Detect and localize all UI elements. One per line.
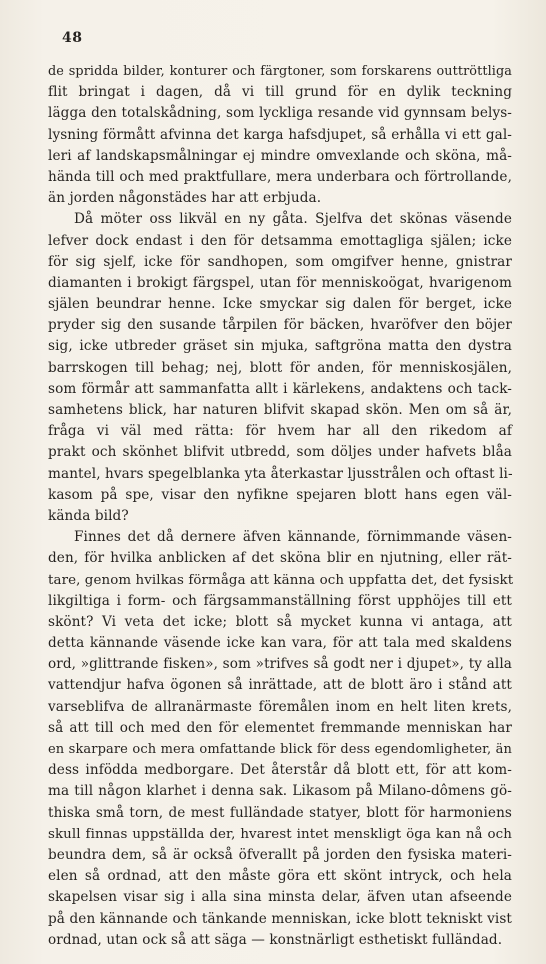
text-line: pryder sig den susande tårpilen för bäcken, hvaröfver den böjer [48, 317, 512, 334]
text-line: skull finnas uppställda der, hvarest intet menskligt öga kan nå och [48, 826, 512, 842]
text-line: likgiltiga i form- och färgsammanställning först upphöjes till ett [48, 592, 512, 609]
text-line: flit bringat i dagen, då vi till grund för en dylik teckning [48, 84, 512, 101]
body-text [48, 61, 512, 951]
text-line: ordnad, utan ock så att säga — konstnärligt esthetiskt fulländad. [48, 931, 503, 948]
text-line: kända bild? [48, 507, 129, 524]
text-line: Finnes det då dernere äfven kännande, förnimmande väsen- [74, 529, 512, 546]
text-line: beundra dem, så är också öfverallt på jorden den fysiska materi- [48, 846, 512, 863]
text-line: varseblifva de allranärmaste föremålen inom en helt liten krets, [48, 698, 512, 715]
text-line: sig, icke utbreder gräset sin mjuka, saftgröna matta den dystra [48, 338, 512, 355]
text-line: den, för hvilka anblicken af det sköna blir en njutning, eller rät- [48, 550, 512, 567]
text-line: detta kännande väsende icke kan vara, för att tala med skaldens [48, 635, 512, 652]
text-line: än jorden någonstädes har att erbjuda. [48, 190, 322, 207]
text-line: diamanten i brokigt färgspel, utan för menniskoögat, hvarigenom [48, 274, 512, 291]
text-line: dess infödda medborgare. Det återstår då blott ett, för att kom- [48, 762, 512, 779]
text-line: lägga den totalskådning, som lyckliga resande vid gynnsam belys- [48, 105, 512, 122]
text-line: hända till och med praktfullare, mera underbara och förtrollande, [48, 168, 512, 185]
text-line: som förmår att sammanfatta allt i kärlekens, andaktens och tack- [48, 380, 512, 397]
page-number: 48 [62, 30, 83, 46]
text-line: mantel, hvars spegelblanka yta återkastar ljusstrålen och oftast li- [48, 465, 513, 482]
text-line: skapelsen visar sig i alla sina minsta delar, äfven utan afseende [48, 889, 512, 906]
text-line: de spridda bilder, konturer och färgtoner, som forskarens outtröttliga [48, 64, 512, 79]
text-line: själen beundrar henne. Icke smyckar sig dalen för berget, icke [48, 296, 512, 313]
text-line: tare, genom hvilkas förmåga att känna och uppfatta det, det fysiskt [48, 572, 514, 588]
text-line: på den kännande och tänkande menniskan, icke blott tekniskt vist [48, 910, 512, 927]
text-line: en skarpare och mera omfattande blick för dess egendomligheter, än [48, 742, 512, 757]
text-line: elen så ordnad, att den måste göra ett skönt intryck, och hela [48, 868, 512, 885]
text-line: ord, »glittrande fisken», som »trifves så godt ner i djupet», ty alla [48, 656, 512, 673]
text-line: vattendjur hafva ögonen så inrättade, att de blott äro i stånd att [48, 677, 512, 694]
text-line: barrskogen till behag; nej, blott för anden, för menniskosjälen, [48, 359, 512, 376]
text-line: för sig sjelf, icke för sandhopen, som omgifver henne, gnistrar [48, 253, 512, 270]
text-line: Då möter oss likväl en ny gåta. Sjelfva det skönas väsende [74, 211, 512, 228]
text-line: fråga vi väl med rätta: för hvem har all den rikedom af [48, 423, 512, 440]
text-line: samhetens blick, har naturen blifvit skapad skön. Men om så är, [48, 402, 512, 418]
text-line: lefver dock endast i den för detsamma emottagliga själen; icke [48, 232, 512, 249]
text-line: ma till någon klarhet i denna sak. Likasom på Milano-dômens gö- [48, 783, 512, 800]
text-line: lysning förmått afvinna det karga hafsdjupet, så erhålla vi ett gal- [48, 126, 512, 143]
text-line: så att till och med den för elementet fremmande menniskan har [48, 719, 512, 736]
text-line: skönt? Vi veta det icke; blott så mycket kunna vi antaga, att [48, 613, 512, 630]
text-line: thiska små torn, de mest fulländade statyer, blott för harmoniens [48, 804, 512, 821]
text-line: kasom på spe, visar den nyfikne spejaren blott hans egen väl- [48, 486, 512, 503]
text-line: leri af landskapsmålningar ej mindre omvexlande och sköna, må- [48, 147, 512, 164]
text-line: prakt och skönhet blifvit utbredd, som döljes under hafvets blåa [48, 444, 512, 461]
